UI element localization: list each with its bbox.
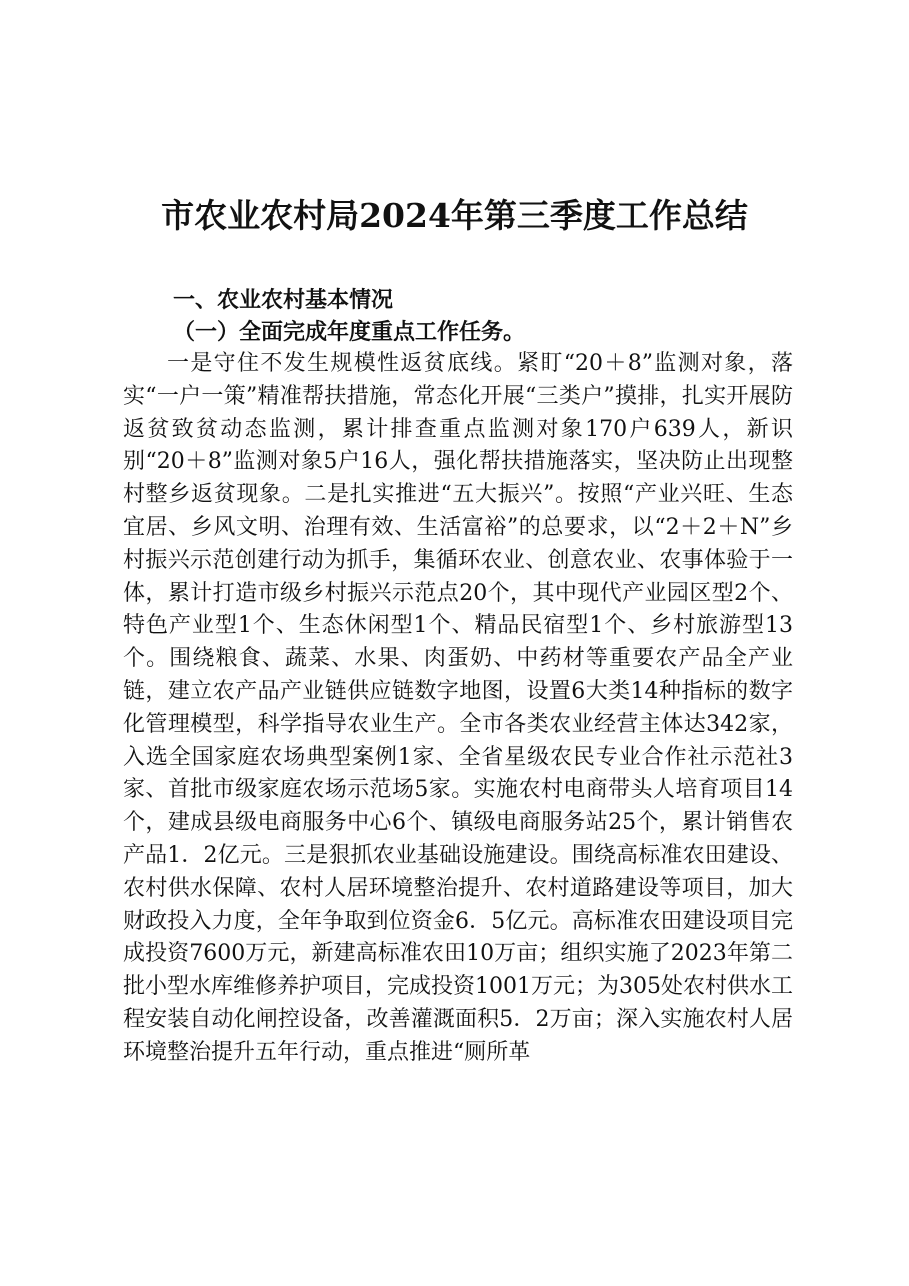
section-heading: 一、农业农村基本情况	[173, 287, 394, 313]
body-paragraph: 一是守住不发生规模性返贫底线。紧盯“20＋8”监测对象，落实“一户一策”精准帮扶措施，常态化开展“三类户”摸排，扎实开展防返贫致贫动态监测，累计排查重点监测对象170户639人，新识别“20＋8”监测对象5户16人，强化帮扶措施落实，坚决防止出现整村整乡返贫现象。二是扎实推进“五大振兴”。按照“产业兴旺、生态宜居、乡风文明、治理有效、生活富裕”的总要求，以“2＋2＋N”乡村振兴示范创建行动为抓手，集循环农业、创意农业、农事体验于一体，累计打造市级乡村振兴示范点20个，其中现代产业园区型2个、特色产业型1个、生态休闲型1个、精品民宿型1个、乡村旅游型13个。围绕粮食、蔬菜、水果、肉蛋奶、中药材等重要农产品全产业链，建立农产品产业链供应链数字地图，设置6大类14种指标的数字化管理模型，科学指导农业生产。全市各类农业经营主体达342家，入选全国家庭农场典型案例1家、全省星级农民专业合作社示范社3家、首批市级家庭农场示范场5家。实施农村电商带头人培育项目14个，建成县级电商服务中心6个、镇级电商服务站25个，累计销售农产品1．2亿元。三是狠抓农业基础设施建设。围绕高标准农田建设、农村供水保障、农村人居环境整治提升、农村道路建设等项目，加大财政投入力度，全年争取到位资金6．5亿元。高标准农田建设项目完成投资7600万元，新建高标准农田10万亩；组织实施了2023年第二批小型水库维修养护项目，完成投资1001万元；为305处农村供水工程安装自动化闸控设备，改善灌溉面积5．2万亩；深入实施农村人居环境整治提升五年行动，重点推进“厕所革	[123, 351, 793, 1065]
subsection-heading: （一）全面完成年度重点工作任务。	[173, 319, 526, 345]
document-title: 市农业农村局2024年第三季度工作总结	[161, 196, 748, 235]
